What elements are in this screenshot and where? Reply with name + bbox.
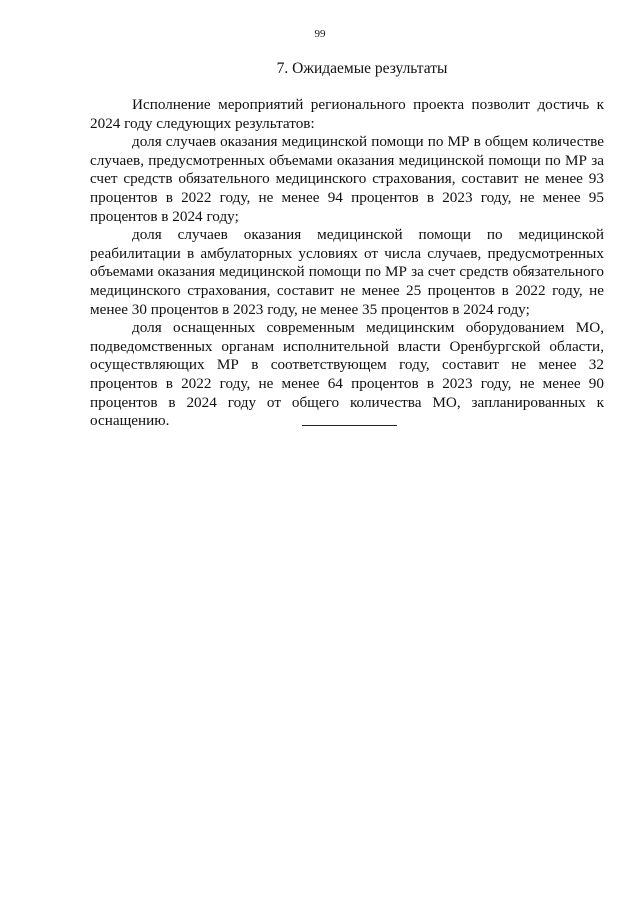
paragraph-result-1: доля случаев оказания медицинской помощи по МР в общем количестве случаев, предусмотренных объемами оказания медицинской помощи по МР за счет средств обязательного медицинского страхования, составит не менее 93 процентов в 2022 году, не менее 94 процентов в 2023 году, не менее 95 процентов в 2024 году; — [90, 133, 604, 225]
body-text — [90, 96, 604, 431]
page-number: 99 — [314, 28, 326, 40]
end-divider — [302, 425, 397, 426]
section-title: 7. Ожидаемые результаты — [276, 60, 448, 77]
paragraph-result-3: доля оснащенных современным медицинским оборудованием МО, подведомственных органам исполнительной власти Оренбургской области, осуществляющих МР в соответствующем году, составит не менее 32 процентов в 2022 году, не менее 64 процентов в 2023 году, не менее 90 процентов в 2024 году от общего количества МО, запланированных к оснащению. — [90, 319, 604, 430]
paragraph-intro: Исполнение мероприятий регионального проекта позволит достичь к 2024 году следующих результатов: — [90, 96, 604, 132]
paragraph-result-2: доля случаев оказания медицинской помощи по медицинской реабилитации в амбулаторных условиях от числа случаев, предусмотренных объемами оказания медицинской помощи по МР за счет средств обязательного медицинского страхования, составит не менее 25 процентов в 2022 году, не менее 30 процентов в 2023 году, не менее 35 процентов в 2024 году; — [90, 226, 604, 318]
